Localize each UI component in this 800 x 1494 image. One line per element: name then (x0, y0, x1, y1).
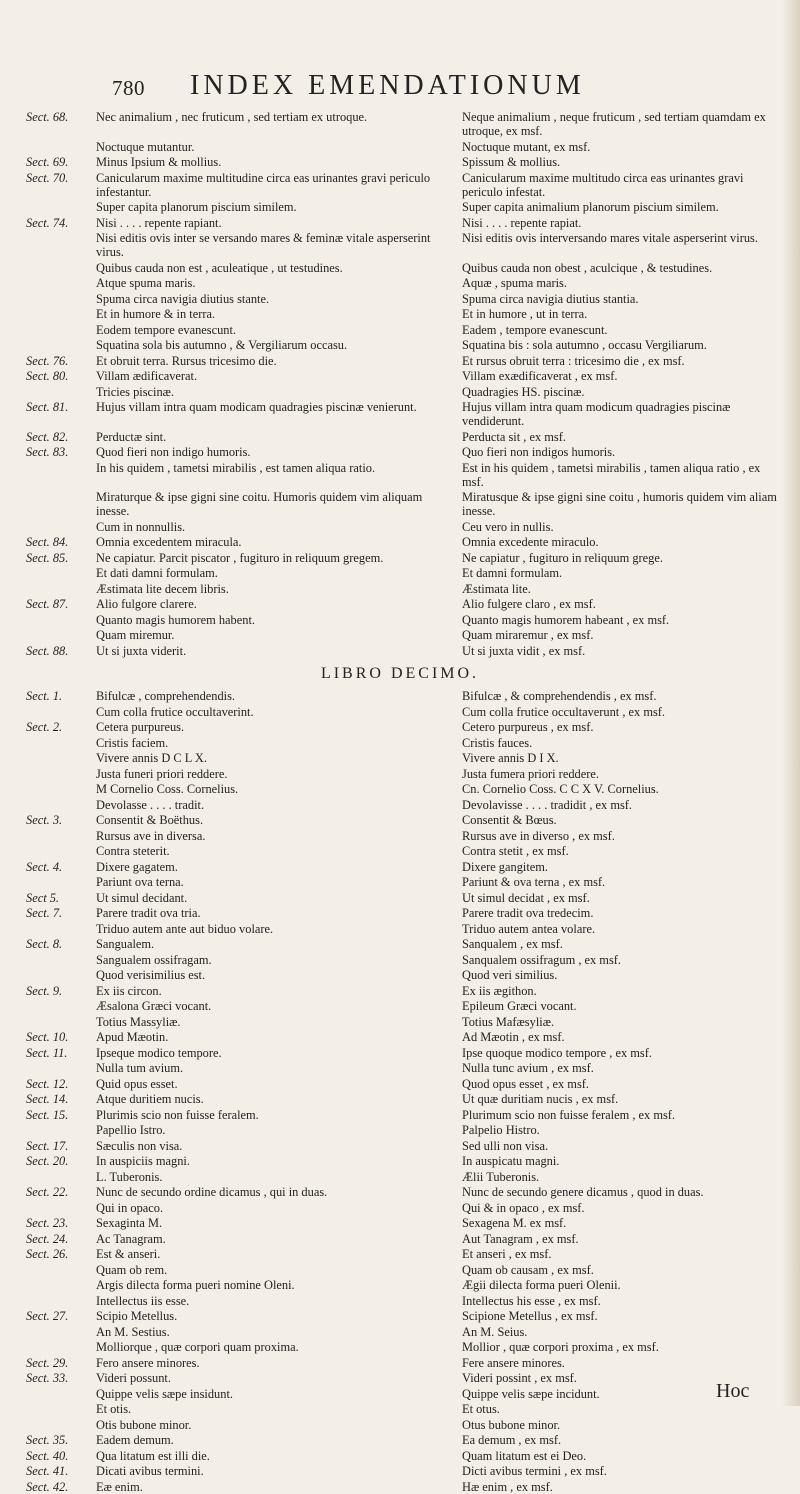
emended-reading: Nunc de secundo genere dicamus , quod in duas. (462, 1185, 704, 1199)
emendation-row (0, 1030, 800, 1044)
printed-reading: Æsalona Græci vocant. (96, 999, 212, 1013)
emendation-row (0, 875, 800, 889)
emended-reading: Quod veri similius. (462, 968, 558, 982)
printed-reading: Ac Tanagram. (96, 1231, 166, 1246)
printed-reading: Atque duritiem nucis. (96, 1092, 204, 1106)
emended-reading: Ut quæ duritiam nucis , ex msf. (462, 1092, 619, 1106)
emendation-row (0, 261, 800, 275)
printed-reading: Fero ansere minores. (96, 1355, 200, 1370)
emended-reading: Quam miraremur , ex msf. (462, 628, 594, 642)
emendation-row (0, 953, 800, 967)
printed-reading: In auspiciis magni. (96, 1154, 190, 1168)
printed-reading: Scipio Metellus. (96, 1309, 178, 1323)
section-ref: Sect. 17. (26, 1138, 69, 1153)
emendation-row (0, 155, 800, 169)
emended-reading: Plurimum scio non fuisse feralem , ex msf. (462, 1107, 676, 1122)
emendation-row (0, 400, 800, 428)
emended-reading: Omnia excedente miraculo. (462, 535, 599, 549)
printed-reading: Parere tradit ova tria. (96, 906, 201, 920)
emended-reading: Cn. Cornelio Coss. C C X V. Cornelius. (462, 782, 659, 796)
printed-reading: Nulla tum avium. (96, 1061, 184, 1075)
section-ref: Sect. 1. (26, 689, 63, 703)
section-ref: Sect. 11. (26, 1045, 68, 1060)
printed-reading: Atque spuma maris. (96, 276, 196, 290)
printed-reading: Totius Massyliæ. (96, 1014, 181, 1029)
emended-reading: Devolavisse . . . . tradidit , ex msf. (462, 797, 632, 812)
emended-reading: Cristis fauces. (462, 735, 533, 750)
emendation-row (0, 1480, 800, 1494)
emended-reading: Et rursus obruit terra : tricesimo die , ex msf. (462, 353, 685, 368)
printed-reading: Quippe velis sæpe insidunt. (96, 1386, 233, 1401)
printed-reading: Argis dilecta forma pueri nomine Oleni. (96, 1278, 295, 1292)
emended-reading: Canicularum maxime multitudo circa eas urinantes gravi periculo infestat. (462, 170, 747, 199)
printed-reading: Ex iis circon. (96, 983, 162, 998)
emendation-row (0, 1123, 800, 1137)
printed-reading: Dicati avibus termini. (96, 1464, 204, 1478)
emended-reading: Sanqualem , ex msf. (462, 937, 563, 951)
printed-reading: Quod fieri non indigo humoris. (96, 445, 251, 459)
emended-reading: Super capita animalium planorum piscium similem. (462, 200, 719, 214)
emendation-row (0, 1340, 800, 1354)
printed-reading: Otis bubone minor. (96, 1417, 192, 1432)
emended-reading: Otus bubone minor. (462, 1417, 561, 1432)
emended-reading: Quanto magis humorem habeant , ex msf. (462, 612, 670, 627)
emendation-row (0, 1371, 800, 1385)
emendation-row (0, 782, 800, 796)
emendation-row (0, 490, 800, 518)
emendation-row (0, 1139, 800, 1153)
emendation-row (0, 430, 800, 444)
emended-reading: Quibus cauda non obest , aculcique , & testudines. (462, 260, 713, 275)
printed-reading: Sæculis non visa. (96, 1138, 183, 1153)
section-ref: Sect. 74. (26, 215, 69, 230)
emendation-row (0, 292, 800, 306)
section-ref: Sect. 27. (26, 1309, 69, 1323)
emendation-row (0, 1356, 800, 1370)
emended-reading: An M. Seius. (462, 1324, 528, 1339)
printed-reading: Apud Mæotin. (96, 1030, 169, 1044)
section-ref: Sect. 12. (26, 1076, 69, 1091)
printed-reading: Minus Ipsium & mollius. (96, 155, 222, 169)
running-title: INDEX EMENDATIONUM (190, 70, 585, 101)
emended-reading: Consentit & Bœus. (462, 813, 557, 827)
emended-reading: Videri possint , ex msf. (462, 1371, 577, 1385)
emended-reading: In auspicatu magni. (462, 1154, 560, 1168)
emended-reading: Parere tradit ova tredecim. (462, 906, 594, 920)
emended-reading: Et anseri , ex msf. (462, 1247, 552, 1261)
emendation-row (0, 1154, 800, 1168)
printed-reading: Cetera purpureus. (96, 720, 185, 734)
emendation-row (0, 1325, 800, 1339)
page-header (0, 68, 800, 108)
emended-reading: Epileum Græci vocant. (462, 999, 577, 1013)
section-ref: Sect. 7. (26, 906, 63, 920)
emended-reading: Triduo autem antea volare. (462, 921, 596, 936)
emended-reading: Spissum & mollius. (462, 155, 561, 169)
emended-reading: Hæ enim , ex msf. (462, 1479, 553, 1494)
emendation-row (0, 216, 800, 230)
emended-reading: Sanqualem ossifragum , ex msf. (462, 952, 621, 967)
emended-reading: Miratusque & ipse gigni sine coitu , humoris quidem vim aliam inesse. (462, 490, 780, 518)
emendation-row (0, 1449, 800, 1463)
section-ref: Sect. 23. (26, 1216, 69, 1230)
section-ref: Sect. 85. (26, 550, 69, 565)
section-ref: Sect. 26. (26, 1247, 69, 1261)
section-ref: Sect. 42. (26, 1479, 69, 1494)
emended-reading: Villam exædificaverat , ex msf. (462, 369, 618, 383)
book-heading: LIBRO DECIMO. (320, 665, 480, 682)
emended-reading: Ut simul decidat , ex msf. (462, 890, 590, 905)
emended-reading: Ut si juxta vidit , ex msf. (462, 643, 586, 658)
emendation-row (0, 338, 800, 352)
section-ref: Sect. 22. (26, 1185, 69, 1199)
emendation-row (0, 1216, 800, 1230)
emended-reading: Et in humore , ut in terra. (462, 307, 588, 321)
emendation-row (0, 445, 800, 459)
printed-reading: Alio fulgore clarere. (96, 597, 197, 611)
emendation-row (0, 323, 800, 337)
emendation-row (0, 1309, 800, 1323)
printed-reading: Plurimis scio non fuisse feralem. (96, 1107, 259, 1122)
emended-reading: Rursus ave in diverso , ex msf. (462, 828, 615, 843)
emended-reading: Et otus. (462, 1402, 500, 1416)
printed-reading: Sangualem. (96, 937, 155, 951)
printed-reading: Super capita planorum piscium similem. (96, 200, 297, 214)
printed-reading: Spuma circa navigia diutius stante. (96, 291, 270, 306)
emended-reading: Quadragies HS. piscinæ. (462, 384, 585, 399)
emended-reading: Mollior , quæ corpori proxima , ex msf. (462, 1340, 659, 1354)
emendation-row (0, 1433, 800, 1447)
emended-reading: Pariunt & ova terna , ex msf. (462, 875, 606, 889)
printed-reading: L. Tuberonis. (96, 1169, 163, 1184)
section-ref: Sect. 84. (26, 535, 69, 549)
emended-reading: Quam ob causam , ex msf. (462, 1262, 594, 1277)
emended-reading: Ælii Tuberonis. (462, 1169, 540, 1184)
emendation-row (0, 597, 800, 611)
printed-reading: Cristis faciem. (96, 735, 169, 750)
emended-reading: Eadem , tempore evanescunt. (462, 322, 608, 337)
emended-reading: Ipse quoque modico tempore , ex msf. (462, 1045, 652, 1060)
printed-reading: Eadem demum. (96, 1433, 174, 1447)
catchword: Hoc (716, 1380, 750, 1402)
emendation-row (0, 551, 800, 565)
emended-reading: Neque animalium , neque fruticum , sed tertiam quamdam ex utroque, ex msf. (462, 110, 769, 138)
emendation-row (0, 644, 800, 658)
printed-reading: Est & anseri. (96, 1247, 161, 1261)
emendation-row (0, 999, 800, 1013)
printed-reading: Dixere gagatem. (96, 859, 178, 874)
emendation-row (0, 1201, 800, 1215)
emended-reading: Ne capiatur , fugituro in reliquum grege. (462, 550, 663, 565)
printed-reading: Et in humore & in terra. (96, 307, 216, 321)
emendation-row (0, 689, 800, 703)
emendation-row (0, 1092, 800, 1106)
printed-reading: Contra steterit. (96, 844, 170, 858)
printed-reading: Ut simul decidant. (96, 890, 188, 905)
printed-reading: Quibus cauda non est , aculeatique , ut testudines. (96, 260, 343, 275)
printed-reading: Eæ enim. (96, 1479, 143, 1494)
section-ref: Sect. 8. (26, 937, 63, 951)
printed-reading: Quid opus esset. (96, 1076, 178, 1091)
printed-reading: Consentit & Boëthus. (96, 813, 204, 827)
emendation-row (0, 110, 800, 138)
emendation-row (0, 984, 800, 998)
printed-reading: Sexaginta M. (96, 1216, 163, 1230)
section-ref: Sect. 35. (26, 1433, 69, 1447)
printed-reading: Qua litatum est illi die. (96, 1448, 210, 1463)
printed-reading: Pariunt ova terna. (96, 875, 184, 889)
section-ref: Sect. 29. (26, 1355, 69, 1370)
emended-reading: Scipione Metellus , ex msf. (462, 1309, 598, 1323)
printed-reading: Omnia excedentem miracula. (96, 535, 242, 549)
emended-reading: Cum colla frutice occultaverunt , ex msf. (462, 704, 665, 719)
emended-reading: Nulla tunc avium , ex msf. (462, 1061, 594, 1075)
emendation-row (0, 1046, 800, 1060)
printed-reading: Nec animalium , nec fruticum , sed tertiam ex utroque. (96, 110, 368, 124)
emended-reading: Cetero purpureus , ex msf. (462, 720, 594, 734)
printed-reading: Eodem tempore evanescunt. (96, 322, 237, 337)
printed-reading: Squatina sola bis autumno , & Vergiliarum occasu. (96, 338, 348, 352)
section-ref: Sect. 83. (26, 445, 69, 459)
section-ref: Sect. 41. (26, 1464, 69, 1478)
printed-reading: Rursus ave in diversa. (96, 828, 206, 843)
section-ref: Sect. 76. (26, 353, 69, 368)
printed-reading: Quam miremur. (96, 628, 175, 642)
emended-reading: Dixere gangitem. (462, 859, 549, 874)
section-ref: Sect. 70. (26, 170, 69, 185)
emended-reading: Palpelio Histro. (462, 1123, 540, 1137)
emended-reading: Nisi editis ovis interversando mares vitale asperserint virus. (462, 231, 758, 245)
section-ref: Sect. 2. (26, 720, 63, 734)
printed-reading: Justa funeri priori reddere. (96, 766, 228, 781)
emendation-row (0, 276, 800, 290)
emendation-row (0, 1170, 800, 1184)
emended-reading: Justa fumera priori reddere. (462, 766, 599, 781)
printed-reading: Devolasse . . . . tradit. (96, 797, 205, 812)
printed-reading: Æstimata lite decem libris. (96, 581, 229, 596)
emendation-row (0, 1232, 800, 1246)
printed-reading: Hujus villam intra quam modicam quadragies piscinæ venierunt. (96, 400, 417, 414)
section-ref: Sect. 24. (26, 1231, 69, 1246)
printed-reading: Noctuque mutantur. (96, 139, 195, 154)
printed-reading: M Cornelio Coss. Cornelius. (96, 782, 239, 796)
emendation-row (0, 906, 800, 920)
section-ref: Sect. 14. (26, 1092, 69, 1106)
section-ref: Sect. 9. (26, 983, 63, 998)
emendation-row (0, 968, 800, 982)
emended-reading: Hujus villam intra quam modicum quadragies piscinæ vendiderunt. (462, 400, 734, 428)
emendation-row (0, 829, 800, 843)
emended-reading: Dicti avibus termini , ex msf. (462, 1464, 607, 1478)
emendation-row (0, 1402, 800, 1416)
emendation-row (0, 520, 800, 534)
emended-reading: Intellectus his esse , ex msf. (462, 1293, 601, 1308)
emendation-row (0, 1263, 800, 1277)
printed-reading: Videri possunt. (96, 1371, 171, 1385)
emendation-row (0, 813, 800, 827)
emendation-row (0, 200, 800, 214)
printed-reading: Ne capiatur. Parcit piscator , fugituro in reliquum gregem. (96, 550, 384, 565)
printed-reading: Quam ob rem. (96, 1262, 168, 1277)
emended-reading: Est in his quidem , tametsi mirabilis , tamen aliqua ratio , ex msf. (462, 460, 764, 489)
printed-reading: Et dati damni formulam. (96, 566, 218, 580)
printed-reading: Ipseque modico tempore. (96, 1045, 222, 1060)
printed-reading: Cum in nonnullis. (96, 519, 186, 534)
section-ref: Sect. 81. (26, 400, 69, 414)
emended-reading: Nisi . . . . repente rapiat. (462, 215, 582, 230)
emended-reading: Totius Mafæsyliæ. (462, 1014, 555, 1029)
section-ref: Sect. 69. (26, 155, 69, 169)
section-ref: Sect. 15. (26, 1107, 69, 1122)
emendation-row (0, 1061, 800, 1075)
emended-reading: Et damni formulam. (462, 566, 563, 580)
emendation-row (0, 1387, 800, 1401)
printed-reading: In his quidem , tametsi mirabilis , est tamen aliqua ratio. (96, 460, 376, 475)
emendation-row (0, 1077, 800, 1091)
printed-reading: Et otis. (96, 1402, 132, 1416)
emendation-row (0, 891, 800, 905)
emended-reading: Quod opus esset , ex msf. (462, 1076, 589, 1091)
emendation-row (0, 736, 800, 750)
emendation-row (0, 1418, 800, 1432)
emendation-row (0, 535, 800, 549)
section-ref: Sect. 33. (26, 1371, 69, 1385)
emendation-row (0, 705, 800, 719)
emendation-row (0, 767, 800, 781)
emended-reading: Ceu vero in nullis. (462, 519, 554, 534)
emended-reading: Ea demum , ex msf. (462, 1433, 562, 1447)
emended-reading: Sexagena M. ex msf. (462, 1216, 567, 1230)
emendation-row (0, 307, 800, 321)
emended-reading: Contra stetit , ex msf. (462, 844, 569, 858)
emended-reading: Vivere annis D I X. (462, 751, 559, 765)
emended-reading: Qui & in opaco , ex msf. (462, 1200, 585, 1215)
emendation-row (0, 860, 800, 874)
emendation-row (0, 1247, 800, 1261)
section-ref: Sect 5. (26, 890, 60, 905)
printed-reading: Et obruit terra. Rursus tricesimo die. (96, 353, 277, 368)
printed-reading: Ut si juxta viderit. (96, 643, 187, 658)
emendation-row (0, 844, 800, 858)
emended-reading: Noctuque mutant, ex msf. (462, 139, 591, 154)
emended-reading: Æstimata lite. (462, 581, 531, 596)
section-ref: Sect. 80. (26, 369, 69, 383)
printed-reading: Miraturque & ipse gigni sine coitu. Humoris quidem vim aliquam inesse. (96, 490, 426, 518)
emended-reading: Ex iis ægithon. (462, 983, 537, 998)
section-ref: Sect. 68. (26, 110, 69, 124)
emendation-row (0, 937, 800, 951)
emendation-row (0, 798, 800, 812)
printed-reading: Perductæ sint. (96, 429, 167, 444)
emendation-row (0, 1108, 800, 1122)
emended-reading: Aquæ , spuma maris. (462, 276, 567, 290)
printed-reading: Nisi editis ovis inter se versando mares & feminæ vitale asperserint virus. (96, 231, 434, 259)
emended-reading: Quam litatum est ei Deo. (462, 1448, 587, 1463)
emendation-row (0, 751, 800, 765)
section-ref: Sect. 87. (26, 597, 69, 611)
section-ref: Sect. 10. (26, 1030, 69, 1044)
emendation-row (0, 582, 800, 596)
printed-reading: Bifulcæ , comprehendendis. (96, 689, 236, 703)
printed-reading: Villam ædificaverat. (96, 369, 198, 383)
printed-reading: Molliorque , quæ corpori quam proxima. (96, 1340, 299, 1354)
printed-reading: Quod verisimilius est. (96, 968, 206, 982)
emended-reading: Alio fulgere claro , ex msf. (462, 597, 596, 611)
emendation-row (0, 369, 800, 383)
section-ref: Sect. 20. (26, 1154, 69, 1168)
emendation-row (0, 385, 800, 399)
page-edge-shadow (782, 0, 800, 1406)
emendation-row (0, 1015, 800, 1029)
emended-reading: Ægii dilecta forma pueri Olenii. (462, 1278, 621, 1292)
emended-reading: Ad Mæotin , ex msf. (462, 1030, 565, 1044)
section-ref: Sect. 4. (26, 859, 63, 874)
emendation-row (0, 613, 800, 627)
emendation-row (0, 1294, 800, 1308)
emendation-row (0, 231, 800, 259)
emended-reading: Aut Tanagram , ex msf. (462, 1231, 579, 1246)
emendation-row (0, 566, 800, 580)
emended-reading: Squatina bis : sola autumno , occasu Vergiliarum. (462, 338, 707, 352)
emended-reading: Fere ansere minores. (462, 1355, 565, 1370)
emendation-row (0, 461, 800, 489)
emendation-row (0, 1185, 800, 1199)
emended-reading: Spuma circa navigia diutius stantia. (462, 291, 639, 306)
emendation-row (0, 171, 800, 199)
printed-reading: Canicularum maxime multitudine circa eas urinantes gravi periculo infestantur. (96, 170, 434, 199)
emended-reading: Quo fieri non indigos humoris. (462, 445, 616, 459)
printed-reading: Intellectus iis esse. (96, 1293, 190, 1308)
emendation-row (0, 1278, 800, 1292)
emended-reading: Sed ulli non visa. (462, 1138, 549, 1153)
emended-reading: Perducta sit , ex msf. (462, 429, 566, 444)
emended-reading: Quippe velis sæpe incidunt. (462, 1386, 600, 1401)
section-ref: Sect. 82. (26, 429, 69, 444)
emendation-row (0, 720, 800, 734)
printed-reading: Nisi . . . . repente rapiant. (96, 215, 222, 230)
printed-reading: Cum colla frutice occultaverint. (96, 704, 254, 719)
emendation-row (0, 628, 800, 642)
emended-reading: Bifulcæ , & comprehendendis , ex msf. (462, 689, 657, 703)
printed-reading: Tricies piscinæ. (96, 384, 175, 399)
emendation-row (0, 1464, 800, 1478)
printed-reading: Triduo autem ante aut biduo volare. (96, 921, 274, 936)
printed-reading: Papellio Istro. (96, 1123, 166, 1137)
printed-reading: Nunc de secundo ordine dicamus , qui in duas. (96, 1185, 328, 1199)
printed-reading: Quanto magis humorem habent. (96, 612, 255, 627)
emendation-row (0, 140, 800, 154)
section-ref: Sect. 88. (26, 643, 69, 658)
printed-reading: Sangualem ossifragam. (96, 952, 212, 967)
printed-reading: Vivere annis D C L X. (96, 751, 207, 765)
emendation-row (0, 922, 800, 936)
printed-reading: Qui in opaco. (96, 1200, 164, 1215)
section-ref: Sect. 3. (26, 813, 63, 827)
emendation-row (0, 354, 800, 368)
section-ref: Sect. 40. (26, 1448, 69, 1463)
page-number: 780 (112, 76, 145, 100)
printed-reading: An M. Sestius. (96, 1324, 170, 1339)
